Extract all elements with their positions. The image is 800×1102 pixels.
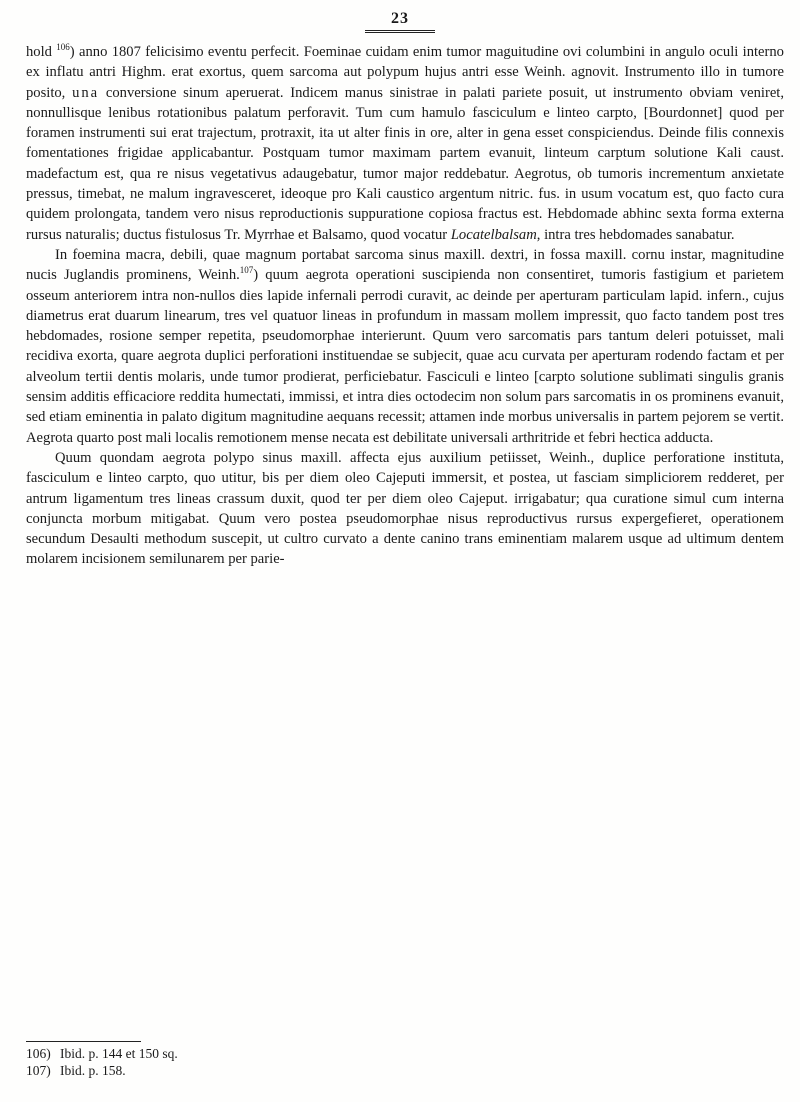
footnote-number: 106) — [26, 1046, 51, 1061]
p1-text-a: hold — [26, 44, 52, 60]
p1-text-d: conversione sinum aperuerat. Indicem manus sinistrae in palati pariete posuit, ut instrumento obviam veniret, nonnullisque lenibus rotationibus palatum perforavit. Tum cum hamulo fasciculum e linteo carpto, [Bourdonnet] quod per foramen instrumenti sui erat trajectum, protraxit, ita ut alter finis in ore, alter in gena esset conspiciendus. Deinde filis connexis fomentationes frigidae applicabantur. Postquam tumor maximam partem evanuit, linteum carptum solutione Kali caust. madefactum est, qua re nisus vegetativus adaugebatur, tumor major reddebatur. Aegrotus, ob tumoris incrementum anxietate pressus, timebat, ne malum ingravesceret, ideoque pro Kali caustico argentum nitric. fus. in usum vocatum est, quo facto cura quidem prolongata, tandem vero nisus reproductionis suppuratione copiosa fractus est. Hebdomade abhinc sexta forma externa rursus naturalis; ductus fistulosus Tr. Myrrhae et Balsamo, quod vocatur — [26, 84, 784, 243]
footnote-text: Ibid. p. 158. — [60, 1062, 126, 1078]
footnote-ref-106: 106 — [56, 42, 70, 52]
main-text — [26, 42, 784, 570]
footnote-107 — [26, 1063, 526, 1080]
footnote-rule — [26, 1041, 141, 1042]
running-head — [0, 10, 800, 33]
footnote-ref-107: 107 — [239, 265, 254, 276]
page-number: 23 — [365, 10, 435, 33]
p1-text-f: , intra tres hebdomades sanabatur. — [536, 226, 735, 243]
p1-text-b: ) anno 1807 felicisimo eventu perfecit. Foeminae cuidam enim tumor maguitudine ovi columbini in angulo oculi interno ex inflatu antri Highm. erat exortus, quem sarcoma aut polypum hujus antri esse Weinh. agnovit. Instrumento illo in tumore posito, — [26, 44, 784, 101]
p2-text-a: In foemina macra, debili, quae magnum portabat sarcoma sinus maxill. dextri, in fossa maxill. cornu instar, magnitudine nucis Juglandis prominens, Weinh. — [26, 246, 784, 284]
paragraph-1 — [26, 42, 784, 245]
p1-text-c-spaced: una — [72, 84, 100, 101]
footnotes — [26, 1046, 526, 1079]
footnote-106 — [26, 1046, 526, 1063]
p2-text-b: ) quum aegrota operationi suscipienda non consentiret, tumoris fastigium et parietem osseum anteriorem intra non-nullos dies lapide infernali perrodi curavit, ac deinde per aperturam particulam lapid. infern., cujus diametrus erat duarum linearum, tres vel quatuor lineas in profundum in massam mollem impressit, quo facto tandem post tres hebdomades, rosione semper repetita, pseudomorphae interierunt. Quum vero sarcomatis pars tantum deleri potuisset, mali recidiva exorta, quare aegrota duplici perforationi instituendae se subjecit, quae acu curvata per aperturam rodendo factam et per alveolum tertii dentis molaris, unde tumor prodierat, perficiebatur. Fasciculi e linteo [carpto solutione sublimati singulis granis sensim additis efficaciore reddita humectati, immissi, et intra dies octodecim non solum pars sarcomatis in os prominens evanuit, sed etiam eminentia in palato digitum magnitudine aequans recessit; attamen inde morbus universalis in partem pejorem se vertit. Aegrota quarto post mali localis remotionem mense necata est debilitate universali arthritride et febri hectica adducta. — [26, 267, 784, 446]
footnote-number: 107) — [26, 1062, 51, 1078]
p1-text-e-italic: Locatelbalsam — [450, 226, 537, 243]
paragraph-3: Quum quondam aegrota polypo sinus maxill. affecta ejus auxilium petiisset, Weinh., duplice perforatione instituta, fasciculum e linteo carpto, quo utitur, bis per diem oleo Cajeputi immersit, et postea, ut fasciam simpliciorem redderet, per antrum ligamentum tres lineas crassum duxit, quod ter per diem oleo Cajeput. irrigabatur; qua curatione simul cum interna conjuncta morbum mitigabat. Quum vero postea pseudomorphae nisus reproductivus rursus expergefieret, operationem secundum Desaulti methodum suscepit, ut cultro curvato a dente canino trans eminentiam malarem usque ad ultimum dentem molarem incisionem semilunarem per parie- — [26, 449, 784, 568]
footnote-text: Ibid. p. 144 et 150 sq. — [60, 1046, 178, 1061]
paragraph-2 — [26, 245, 784, 448]
